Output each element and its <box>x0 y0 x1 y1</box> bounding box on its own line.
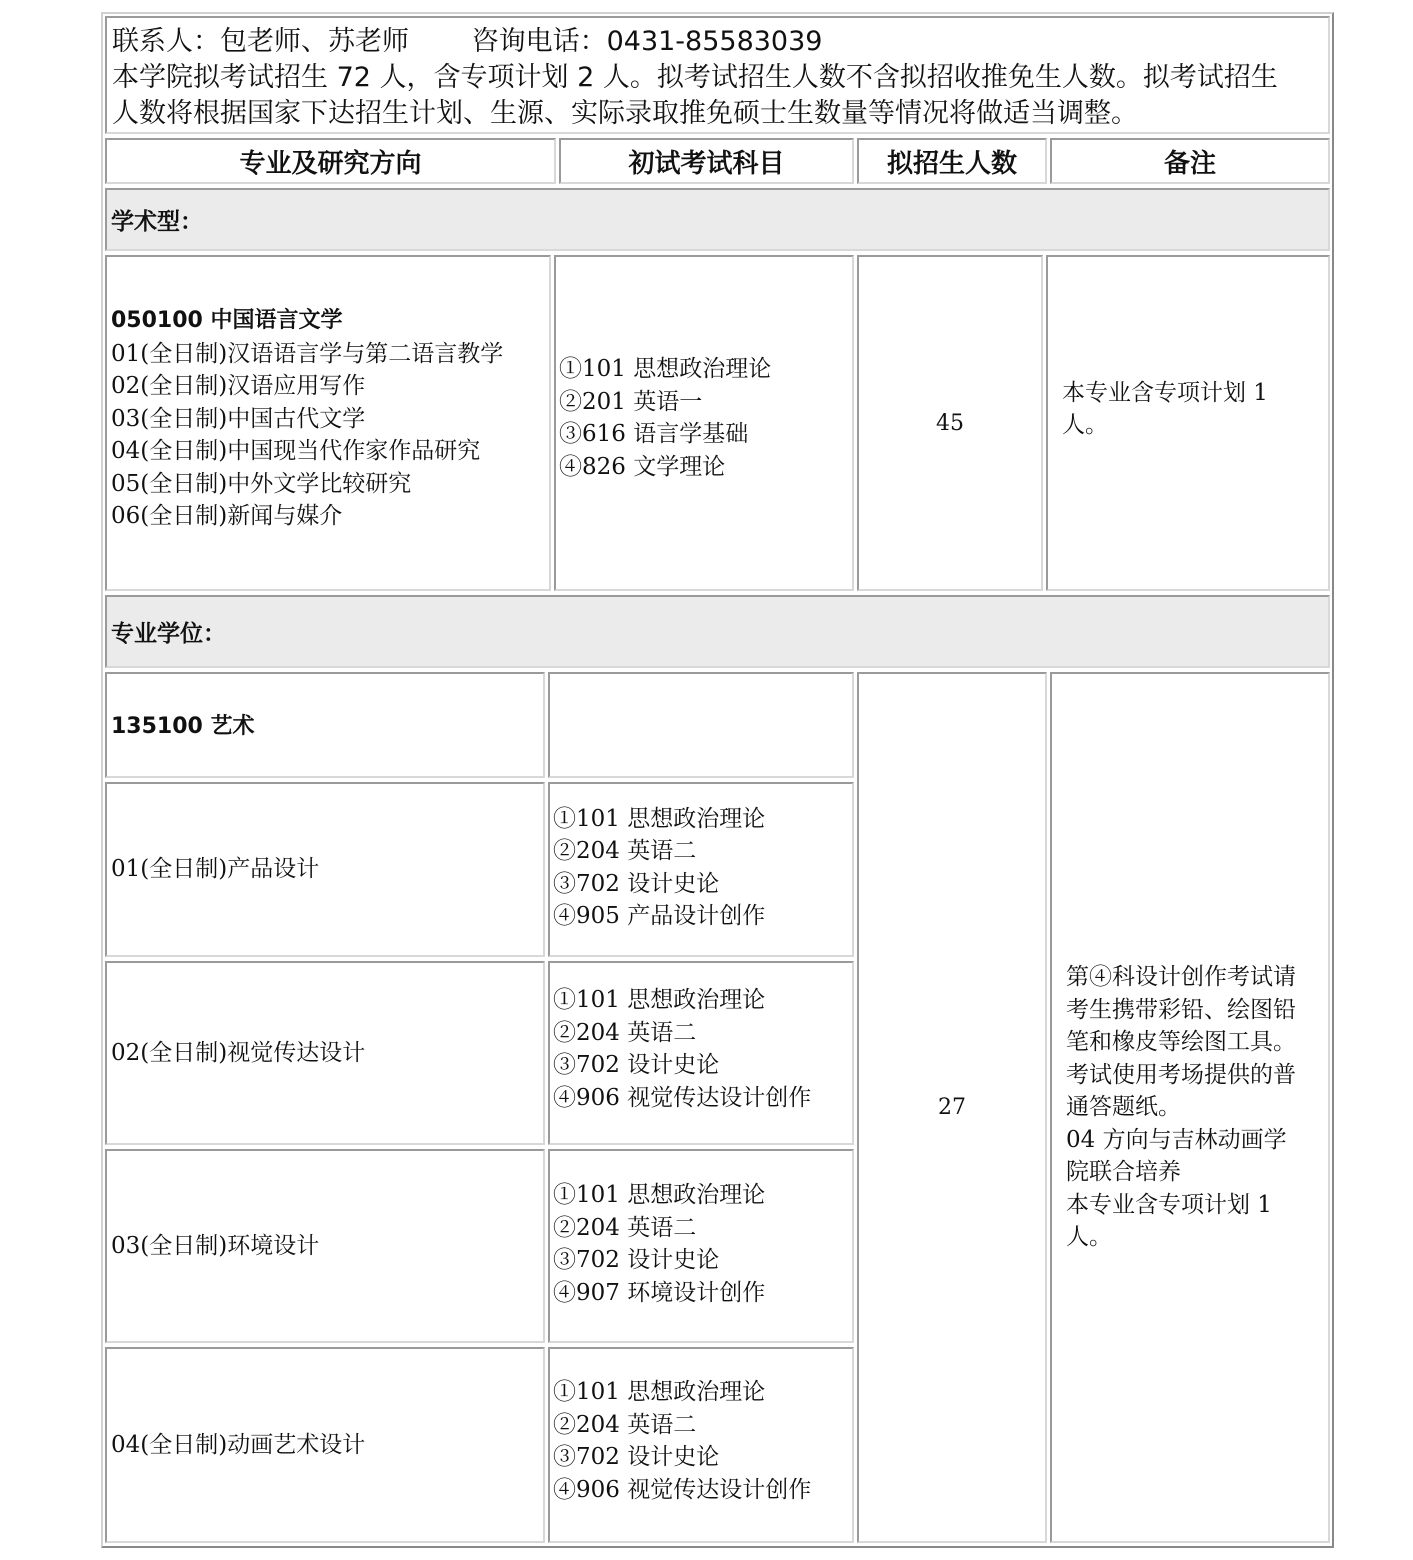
contact-line: 联系人：包老师、苏老师 咨询电话：0431-85583039 <box>112 26 823 57</box>
academic-subject: ①101 思想政治理论 <box>559 356 772 382</box>
subjects-cell-animation <box>548 1347 854 1543</box>
professional-note-line: 考试使用考场提供的普 <box>1066 1061 1296 1088</box>
academic-direction: 01(全日制)汉语语言学与第二语言教学 <box>111 340 504 367</box>
subject-line: ③702 设计史论 <box>553 1247 720 1273</box>
subject-line: ②204 英语二 <box>553 1019 697 1046</box>
academic-subject: ③616 语言学基础 <box>559 421 749 447</box>
subject-line: ④905 产品设计创作 <box>553 903 766 929</box>
header-info <box>105 16 1330 134</box>
section-academic: 学术型： <box>105 188 1330 251</box>
professional-note-line: 人。 <box>1066 1224 1112 1251</box>
subject-line: ②204 英语二 <box>553 1411 697 1438</box>
professional-major-subjects-empty <box>548 672 854 778</box>
subject-line: ④906 视觉传达设计创作 <box>553 1476 812 1503</box>
col-header-quota: 拟招生人数 <box>857 138 1047 184</box>
subject-line: ③702 设计史论 <box>553 1444 720 1470</box>
direction-cell-environment <box>105 1149 545 1343</box>
subject-line: ③702 设计史论 <box>553 1052 720 1078</box>
section-professional: 专业学位： <box>105 595 1330 668</box>
academic-notes-cell <box>1046 255 1330 591</box>
subject-line: ①101 思想政治理论 <box>553 987 766 1013</box>
intro-line-1: 本学院拟考试招生 72 人，含专项计划 2 人。拟考试招生人数不含拟招收推免生人数。拟考试招生 <box>112 62 1278 93</box>
subject-line: ④906 视觉传达设计创作 <box>553 1084 812 1111</box>
professional-note-line: 本专业含专项计划 1 <box>1066 1191 1272 1218</box>
professional-note-line: 笔和橡皮等绘图工具。 <box>1066 1029 1296 1056</box>
direction-name: 01(全日制)产品设计 <box>111 856 320 883</box>
subject-line: ②204 英语二 <box>553 838 697 864</box>
col-header-notes: 备注 <box>1050 138 1330 184</box>
subject-line: ①101 思想政治理论 <box>553 1379 766 1405</box>
subject-line: ①101 思想政治理论 <box>553 1182 766 1208</box>
academic-direction: 03(全日制)中国古代文学 <box>111 405 366 432</box>
academic-direction: 05(全日制)中外文学比较研究 <box>111 470 412 497</box>
academic-direction: 02(全日制)汉语应用写作 <box>111 373 366 400</box>
professional-major-title: 135100 艺术 <box>111 713 255 739</box>
academic-subject: ②201 英语一 <box>559 388 703 415</box>
subject-line: ①101 思想政治理论 <box>553 805 766 832</box>
subjects-cell-visual <box>548 961 854 1145</box>
subject-line: ③702 设计史论 <box>553 870 720 897</box>
intro-line-2: 人数将根据国家下达招生计划、生源、实际录取推免硕士生数量等情况将做适当调整。 <box>112 98 1138 129</box>
subjects-cell-product <box>548 782 854 957</box>
academic-major-title: 050100 中国语言文学 <box>111 308 343 334</box>
academic-subjects-cell <box>554 255 854 591</box>
professional-note-line: 04 方向与吉林动画学 <box>1066 1126 1287 1153</box>
direction-name: 04(全日制)动画艺术设计 <box>111 1431 366 1458</box>
professional-note-line: 院联合培养 <box>1066 1159 1181 1186</box>
direction-name: 03(全日制)环境设计 <box>111 1232 320 1259</box>
col-header-major: 专业及研究方向 <box>105 138 556 184</box>
professional-notes-cell <box>1050 672 1330 1543</box>
direction-name: 02(全日制)视觉传达设计 <box>111 1039 366 1066</box>
professional-note-line: 考生携带彩铅、绘图铅 <box>1066 996 1296 1023</box>
direction-cell-product <box>105 782 545 957</box>
academic-subject: ④826 文学理论 <box>559 453 726 480</box>
direction-cell-visual <box>105 961 545 1145</box>
col-header-subjects: 初试考试科目 <box>559 138 854 184</box>
subject-line: ④907 环境设计创作 <box>553 1279 766 1306</box>
academic-note-line: 本专业含专项计划 1 <box>1062 379 1268 406</box>
academic-direction: 04(全日制)中国现当代作家作品研究 <box>111 438 481 465</box>
professional-major-cell <box>105 672 545 778</box>
professional-quota: 27 <box>857 672 1047 1543</box>
direction-cell-animation <box>105 1347 545 1543</box>
subject-line: ②204 英语二 <box>553 1214 697 1241</box>
academic-quota: 45 <box>857 255 1043 591</box>
academic-direction: 06(全日制)新闻与媒介 <box>111 503 343 530</box>
subjects-cell-environment <box>548 1149 854 1343</box>
professional-note-line: 通答题纸。 <box>1066 1094 1181 1121</box>
academic-note-line: 人。 <box>1062 412 1108 438</box>
professional-note-line: 第④科设计创作考试请 <box>1066 964 1296 991</box>
academic-major-cell <box>105 255 551 591</box>
